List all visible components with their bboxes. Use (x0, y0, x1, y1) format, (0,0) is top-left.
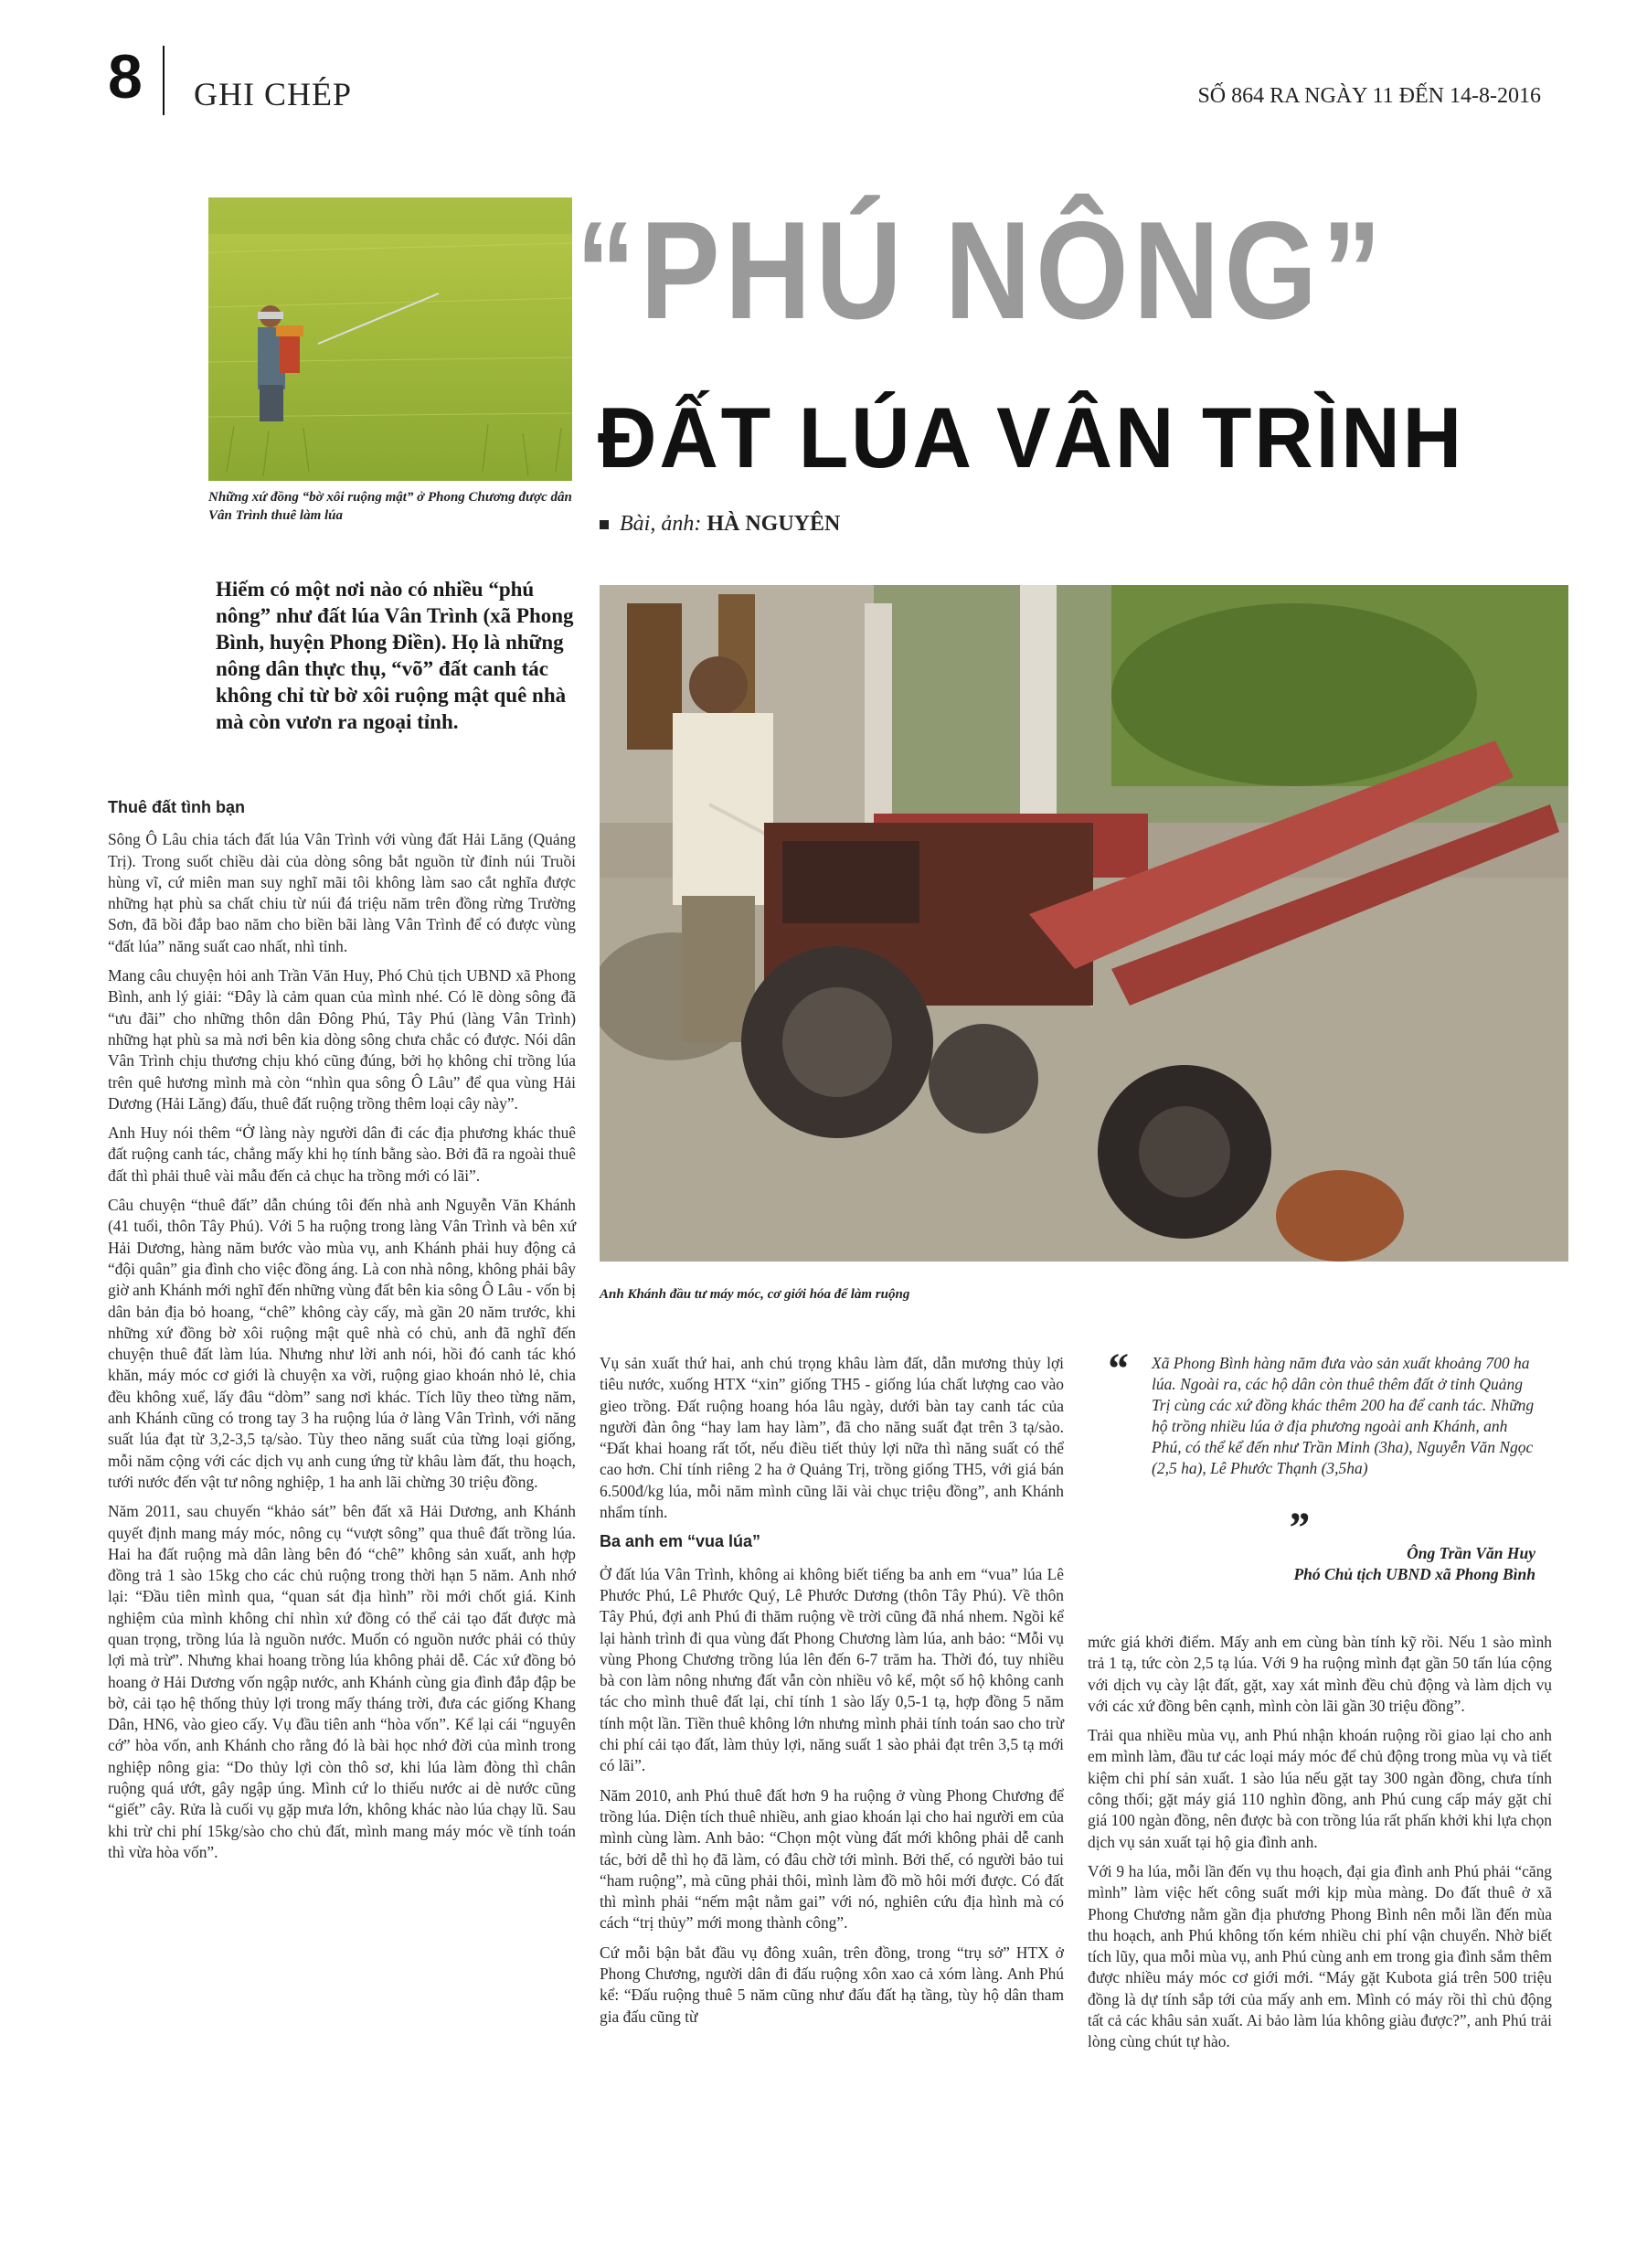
issue-info: SỐ 864 RA NGÀY 11 ĐẾN 14-8-2016 (1197, 84, 1541, 108)
bullet-square-icon (600, 520, 609, 529)
byline-prefix: Bài, ảnh: (620, 512, 702, 536)
subheading-vua-lua: Ba anh em “vua lúa” (600, 1532, 761, 1551)
paragraph: Cứ mỗi bận bắt đầu vụ đông xuân, trên đồng, trong “trụ sở” HTX ở Phong Chương, người dân đi đấu ruộng xôn xao cả xóm làng. Anh Phú kể: “Đấu ruộng thuê 5 năm cũng như đấu đất hạ tầng, tùy hộ dân tham gia đấu cũng từ (600, 1943, 1064, 2026)
article-column-2 (600, 1353, 1064, 2036)
paragraph: Anh Huy nói thêm “Ở làng này người dân đi các địa phương khác thuê đất ruộng canh tác, chẳng mấy khi họ tính bằng sào. Bởi đã ra ngoài thuê đất thì phải thuê vài mẫu đến cả chục ha trồng mới có lãi”. (108, 1123, 576, 1185)
photo-caption-tractor: Anh Khánh đầu tư máy móc, cơ giới hóa để làm ruộng (600, 1287, 910, 1302)
quote-author: Ông Trần Văn Huy (1407, 1544, 1535, 1562)
article-column-3 (1088, 1632, 1552, 2061)
headline-secondary: ĐẤT LÚA VÂN TRÌNH (598, 389, 1464, 485)
close-quote-icon: ” (1287, 1504, 1309, 1552)
paragraph: Vụ sản xuất thứ hai, anh chú trọng khâu làm đất, dẫn mương thủy lợi tiêu nước, xuống HTX “xin” giống TH5 - giống lúa chất lượng cao vào gieo trồng. Đất ruộng hoang hóa lâu ngày, dưới bàn tay canh tác của người đàn ông “hay lam hay làm”, đã cho năng suất đạt trên 3 tạ/sào. “Đất khai hoang rất tốt, nếu điều tiết thủy lợi nữa thì năng suất có thể cao hơn. Chỉ tính riêng 2 ha ở Quảng Trị, trồng giống TH5, với giá bán 6.500đ/kg lúa, mỗi năm mình cũng lãi vài chục triệu đồng”, anh Khánh nhẩm tính. (600, 1354, 1064, 1522)
open-quote-icon: “ (1106, 1345, 1128, 1393)
headline-primary: “PHÚ NÔNG” (576, 193, 1387, 348)
header-divider (163, 46, 165, 115)
pull-quote-text: Xã Phong Bình hàng năm đưa vào sản xuất khoảng 700 ha lúa. Ngoài ra, các hộ dân còn thuê thêm đất ở tỉnh Quảng Trị cùng các xứ đồng khác thêm 200 ha để canh tác. Những hộ trồng nhiều lúa ở địa phương ngoài anh Khánh, anh Phú, có thể kể đến như Trần Minh (3ha), Nguyễn Văn Ngọc (2,5 ha), Lê Phước Thạnh (3,5ha) (1152, 1354, 1535, 1477)
tractor-icon (600, 585, 1568, 1262)
article-lead: Hiếm có một nơi nào có nhiều “phú nông” như đất lúa Vân Trình (xã Phong Bình, huyện Phong Điền). Họ là những nông dân thực thụ, “võ” đất canh tác không chỉ từ bờ xôi ruộng mật quê nhà mà còn vươn ra ngoại tỉnh. (216, 578, 574, 733)
tractor-photo (600, 585, 1568, 1262)
paragraph: mức giá khởi điểm. Mấy anh em cùng bàn tính kỹ rồi. Nếu 1 sào mình trả 1 tạ, tức còn 2,5 tạ lúa. Với 9 ha ruộng mình đạt gần 50 tấn lúa cộng với dịch vụ cày lật đất, gặt, xay xát mình đều chủ động và làm dịch vụ với các xứ đồng bên cạnh, mình còn lãi gần 30 triệu đồng”. (1088, 1633, 1552, 1715)
pull-quote-attribution (1106, 1543, 1535, 1585)
byline-author: HÀ NGUYÊN (707, 512, 841, 536)
paragraph: Với 9 ha lúa, mỗi lần đến vụ thu hoạch, đại gia đình anh Phú phải “căng mình” làm việc hết công suất mới kịp mùa màng. Do đất thuê ở xã Phong Chương nằm gần địa phương Phong Bình nên mỗi lần đến mùa thu hoạch, anh Phú không tốn kém nhiều chi phí vận chuyển. Nhờ biết tích lũy, qua mỗi mùa vụ, anh Phú cùng anh em trong gia đình sắm thêm được nhiều máy móc cơ giới mới. “Máy gặt Kubota giá trên 500 triệu đồng là dự tính sắp tới của mấy anh em. Mình có máy rồi thì chủ động tất cả các khâu sản xuất. Ai bảo làm lúa không giàu được?”, anh Phú trải lòng cùng chút tự hào. (1088, 1861, 1552, 2051)
paragraph: Trải qua nhiều mùa vụ, anh Phú nhận khoán ruộng rồi giao lại cho anh em mình làm, đầu tư các loại máy móc để chủ động trong mùa vụ và tiết kiệm chi phí sản xuất. 1 sào lúa nếu gặt tay 300 ngàn đồng, chưa tính công thối; gặt máy giá 110 nghìn đồng, anh Phú cung cấp máy gặt chỉ giá 100 ngàn đồng, nên được bà con trồng lúa rất phấn khởi khi lựa chọn dịch vụ sản xuất tại hộ gia đình anh. (1088, 1726, 1552, 1851)
quote-role: Phó Chủ tịch UBND xã Phong Bình (1293, 1565, 1535, 1583)
paragraph: Câu chuyện “thuê đất” dẫn chúng tôi đến nhà anh Nguyễn Văn Khánh (41 tuổi, thôn Tây Phú). Với 5 ha ruộng trong làng Vân Trình và bên xứ Hải Dương, hàng năm bước vào mùa vụ, anh Khánh phải huy động cả “đội quân” gia đình cho việc đồng áng. Là con nhà nông, không phải bây giờ anh Khánh mới nghĩ đến những vùng đất bên kia sông Ô Lâu - vốn bị dân bản địa bỏ hoang, “chê” không cày cấy, mà gần 20 năm trước, khi những xứ đồng bờ xôi ruộng mật quê nhà có chủ, anh đã nghĩ đến chuyện thuê đất làm lúa. Nhưng như lời anh nói, hồi đó canh tác khó khăn, máy móc cơ giới là chuyện xa vời, ruộng giao khoán nhỏ lẻ, chia đều không xuể, lấy đâu “dòm” sang nơi khác. Tích lũy theo từng năm, anh Khánh cũng có trong tay 3 ha ruộng lúa ở làng Vân Trình, với năng suất lúa đạt từ 3,2-3,5 tạ/sào. Tùy theo năng suất của từng loại giống, mỗi năm cộng với các dịch vụ anh cung ứng từ khâu làm đất, thu hoạch, tưới nước đến vật tư nông nghiệp, 1 ha anh lãi chừng 30 triệu đồng. (108, 1196, 576, 1491)
photo-caption-rice-field: Những xứ đồng “bờ xôi ruộng mật” ở Phong Chương được dân Vân Trình thuê làm lúa (208, 490, 572, 523)
paragraph: Mang câu chuyện hỏi anh Trần Văn Huy, Phó Chủ tịch UBND xã Phong Bình, anh lý giải: “Đây là cảm quan của mình nhé. Có lẽ dòng sông đã “ưu đãi” cho những thôn dân Đông Phú, Tây Phú (làng Vân Trình) những hạt phù sa mà nơi bên kia dòng sông chưa chắc có được. Nói dân Vân Trình chịu thương chịu khó cũng đúng, bởi họ không chỉ trồng lúa trên quê hương mình mà còn “nhìn qua sông Ô Lâu” để qua vùng Hải Dương (Hải Lăng) đấu, thuê đất ruộng trồng thêm loại cây này”. (108, 966, 576, 1113)
paragraph: Năm 2011, sau chuyến “khảo sát” bên đất xã Hải Dương, anh Khánh quyết định mang máy móc, nông cụ “vượt sông” qua thuê đất trồng lúa. Hai ha đất ruộng mà dân làng bên đó “chê” không sản xuất, anh hợp đồng trả 1 sào 15kg cho các chủ ruộng trong thời hạn 5 năm. Anh nhớ lại: “Đầu tiên mình qua, “quan sát địa hình” rồi mới chốt giá. Kinh nghiệm của mình không chỉ nhìn xứ đồng có thể cải tạo đất được mà quan trọng, trồng lúa là nguồn nước. Muốn có nguồn nước phải có thủy lợi mà trừ”. Nhưng khai hoang trồng lúa không phải dễ. Các xứ đồng bỏ hoang ở Hải Dương vốn ngập nước, anh Khánh cùng gia đình đắp đập be bờ, cải tạo hệ thống thủy lợi trong mấy tháng trời, đưa các giống Khang Dân, HN6, vào gieo cấy. Vụ đầu tiên anh “hòa vốn”. Kể lại cái “nguyên cớ” hòa vốn, anh Khánh cho rằng đó là bài học nhớ đời của mình trong nghiệp nông gia: “Do thủy lợi còn thô sơ, khi lúa làm đòng thì chân ruộng quá ướt, gây ngập úng. Mình cứ lo thiếu nước ai dè nước cũng “giết” cây. Rửa là cuối vụ gặp mưa lớn, không khác nào lúa chạy lũ. Sau khi trừ chi phí 15kg/sào cho chủ đất, mình mang máy móc về tính toán thì vừa hòa vốn”. (108, 1502, 576, 1861)
byline (600, 512, 840, 537)
pull-quote (1106, 1345, 1563, 1552)
paragraph: Năm 2010, anh Phú thuê đất hơn 9 ha ruộng ở vùng Phong Chương để trồng lúa. Diện tích thuê nhiều, anh giao khoán lại cho hai người em của mình cùng làm. Anh bảo: “Chọn một vùng đất mới không phải dễ canh tác, bởi dễ thì họ đã làm, có đâu chờ tới mình. Bởi thế, có người bảo tui “ham ruộng”, mà cũng phải thôi, mình làm đồ mồ hôi mới được. Có đất thì mình phải “nếm mật nằm gai” với nó, nghiên cứu địa hình mà có cách “trị thủy” mới mong thành công”. (600, 1785, 1064, 1933)
rice-field-icon (208, 197, 572, 481)
paragraph: Sông Ô Lâu chia tách đất lúa Vân Trình với vùng đất Hải Lăng (Quảng Trị). Trong suốt chiều dài của dòng sông bắt nguồn từ đỉnh núi Truồi hùng vĩ, cứ miên man suy nghĩ mãi tôi không làm sao cắt nghĩa được những hạt phù sa chất chiu từ núi đá triệu năm trên đồng rừng Trường Sơn, đã bồi đắp bao năm cho biền bãi làng Vân Trình để có được vùng “đất lúa” năng suất cao nhất, nhì tỉnh. (108, 830, 576, 955)
rice-field-photo (208, 197, 572, 481)
subheading-thue-dat: Thuê đất tình bạn (108, 798, 245, 816)
article-column-1 (108, 793, 576, 1871)
paragraph: Ở đất lúa Vân Trình, không ai không biết tiếng ba anh em “vua” lúa Lê Phước Phú, Lê Phước Quý, Lê Phước Dương (thôn Tây Phú). Về thôn Tây Phú, đợi anh Phú đi thăm ruộng về trời cũng đã nhá nhem. Ngồi kể lại hành trình đi qua vùng đất Phong Chương làm lúa, anh bảo: “Mỗi vụ vùng Phong Chương trồng lúa lên đến 6-7 trăm ha. Thời đó, tuy nhiều bà con làm nông nhưng đất vẫn còn nhiều vô kể, một số hộ không canh tác cho mình thuê đất lại, chỉ tính 1 sào lấy 0,5-1 tạ, hợp đồng 5 năm tính một lần. Tiền thuê không lớn nhưng mình phải tính toán sao cho trừ chi phí cải tạo đất, làm thủy lợi, năng suất 1 sào phải đạt trên 3,5 tạ mới có lãi”. (600, 1564, 1064, 1775)
page-number: 8 (108, 42, 143, 112)
section-label: GHI CHÉP (194, 76, 353, 112)
